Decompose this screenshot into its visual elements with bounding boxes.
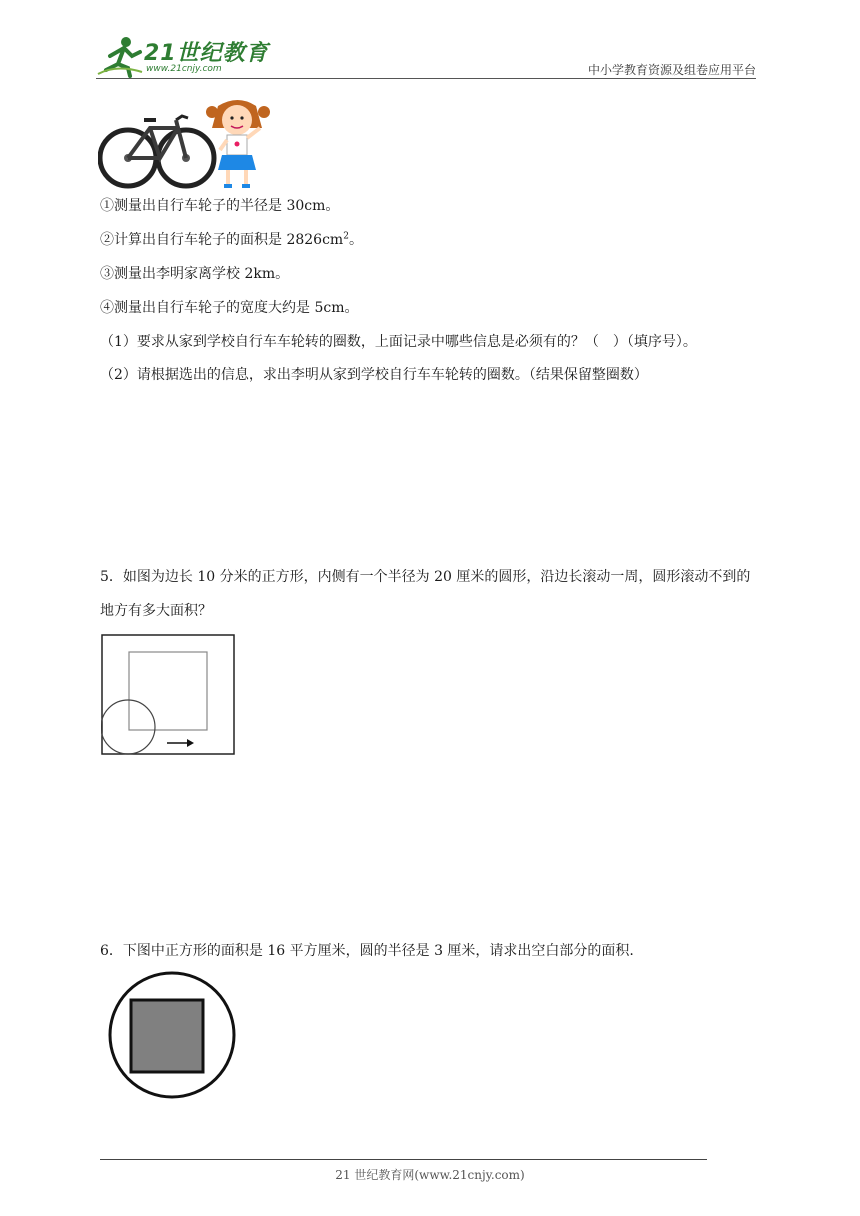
logo-text: 21世纪教育: [144, 41, 269, 66]
logo: [96, 34, 271, 78]
q4-item-1: ①测量出自行车轮子的半径是 30cm。: [100, 198, 340, 214]
rolling-circle: [101, 700, 155, 754]
footer-text: 21 世纪教育网(www.21cnjy.com): [335, 1168, 525, 1182]
q4-item-3: ③测量出李明家离学校 2km。: [100, 266, 290, 282]
inner-square: [131, 1000, 203, 1072]
q4-item-2: [100, 231, 363, 249]
bicycle-icon: [100, 116, 214, 186]
q4-item-2-sup: 2: [343, 231, 349, 242]
q4-subquestion-1: （1）要求从家到学校自行车车轮转的圈数，上面记录中哪些信息是必须有的？（ ）（填序号）。: [100, 334, 697, 350]
q4-item-2-end: 。: [348, 232, 363, 248]
q6-figure: [106, 971, 238, 1099]
header-divider: [96, 78, 756, 79]
platform-name: 中小学教育资源及组卷应用平台: [587, 63, 756, 77]
q5-figure: [101, 634, 235, 756]
girl-icon: [206, 100, 270, 186]
footer-divider: [100, 1159, 707, 1160]
inner-square: [129, 652, 207, 730]
arrow-right-icon: [187, 739, 194, 747]
bicycle-girl-illustration: [98, 98, 278, 190]
outer-square: [102, 635, 234, 754]
q4-item-4: ④测量出自行车轮子的宽度大约是 5cm。: [100, 300, 359, 316]
q4-subquestion-2: （2）请根据选出的信息，求出李明从家到学校自行车车轮转的圈数。（结果保留整圈数）: [100, 367, 648, 383]
q5-text: 5．如图为边长 10 分米的正方形，内侧有一个半径为 20 厘米的圆形，沿边长滚动一周，圆形滚动不到的地方有多大面积？: [100, 569, 751, 619]
q4-item-2-text: ②计算出自行车轮子的面积是 2826cm: [100, 232, 344, 248]
q6-text: 6．下图中正方形的面积是 16 平方厘米，圆的半径是 3 厘米，请求出空白部分的面积.: [100, 943, 634, 959]
page-header: [96, 30, 756, 80]
logo-subtext: www.21cnjy.com: [146, 64, 222, 74]
runner-logo-icon: [96, 34, 144, 78]
